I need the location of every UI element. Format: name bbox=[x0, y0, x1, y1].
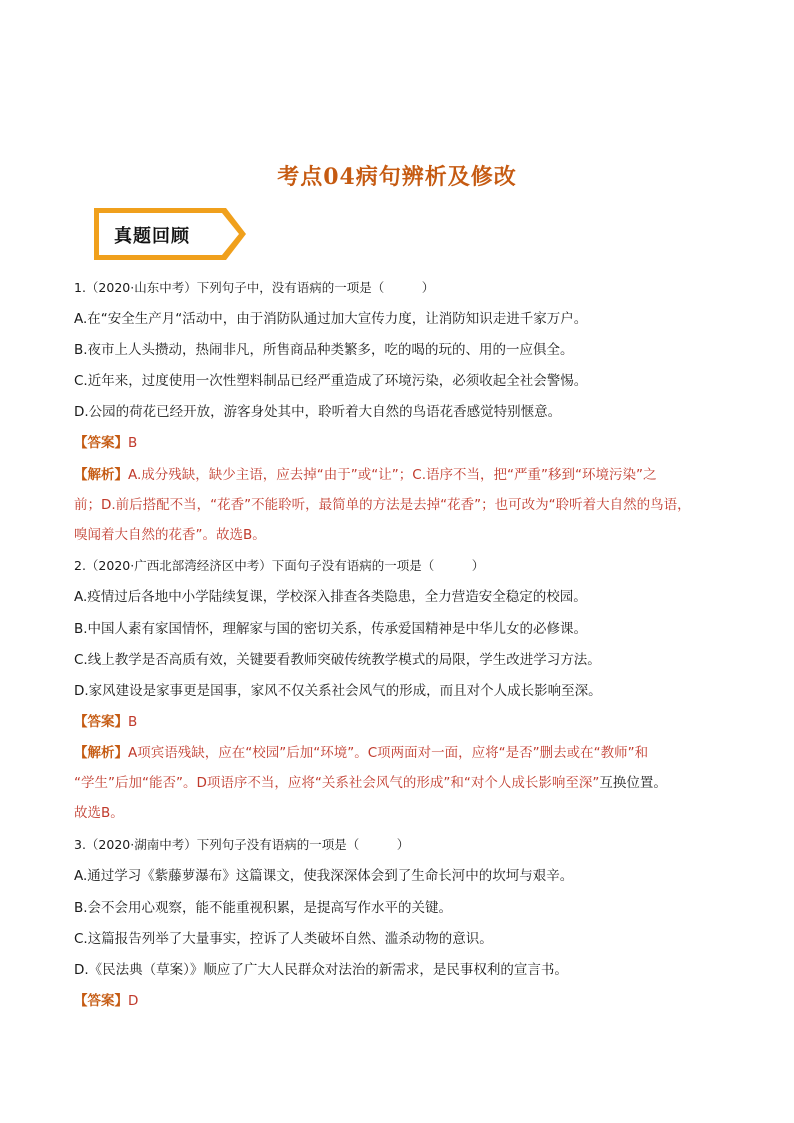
answer-tag: 【答案】 bbox=[74, 993, 128, 1009]
answer-tag: 【答案】 bbox=[74, 714, 128, 730]
section-banner bbox=[94, 208, 248, 260]
analysis-text: A项宾语残缺，应在“校园”后加“环境”。C项两面对一面，应将“是否”删去或在“教师”和 bbox=[128, 745, 649, 761]
q1-option-c: C.近年来，过度使用一次性塑料制品已经严重造成了环境污染，必须收起全社会警惕。 bbox=[74, 373, 588, 389]
analysis-tag: 【解析】 bbox=[74, 467, 128, 483]
q2-analysis-line-1 bbox=[74, 743, 734, 763]
q2-analysis-line-3: 故选B。 bbox=[74, 805, 124, 821]
analysis-text-tail: 互换位置。 bbox=[599, 775, 667, 791]
q2-answer bbox=[74, 712, 734, 732]
banner-label: 真题回顾 bbox=[114, 226, 190, 247]
q1-analysis-line-3: 嗅闻着大自然的花香”。故选B。 bbox=[74, 527, 266, 543]
q2-analysis-line-2 bbox=[74, 773, 734, 793]
q1-analysis-line-2: 前；D.前后搭配不当，“花香”不能聆听，最简单的方法是去掉“花香”；也可改为“聆听着大自然的鸟语， bbox=[74, 497, 691, 513]
q1-answer bbox=[74, 433, 734, 453]
answer-value: D bbox=[128, 993, 139, 1009]
page-title: 考点04病句辨析及修改 bbox=[277, 164, 517, 190]
q2-stem: 2.（2020·广西北部湾经济区中考）下面句子没有语病的一项是（ ） bbox=[74, 558, 485, 573]
q1-option-d: D.公园的荷花已经开放，游客身处其中，聆听着大自然的鸟语花香感觉特别惬意。 bbox=[74, 404, 562, 420]
q3-option-a: A.通过学习《紫藤萝瀑布》这篇课文，使我深深体会到了生命长河中的坎坷与艰辛。 bbox=[74, 868, 574, 884]
q2-option-b: B.中国人素有家国情怀，理解家与国的密切关系，传承爱国精神是中华儿女的必修课。 bbox=[74, 621, 588, 637]
q2-option-c: C.线上教学是否高质有效，关键要看教师突破传统教学模式的局限，学生改进学习方法。 bbox=[74, 652, 601, 668]
q3-stem: 3.（2020·湖南中考）下列句子没有语病的一项是（ ） bbox=[74, 837, 410, 852]
q2-option-a: A.疫情过后各地中小学陆续复课，学校深入排查各类隐患，全力营造安全稳定的校园。 bbox=[74, 589, 587, 605]
answer-value: B bbox=[128, 435, 138, 451]
analysis-text: “学生”后加“能否”。D项语序不当，应将“关系社会风气的形成”和“对个人成长影响至深” bbox=[74, 775, 600, 791]
q1-analysis-line-1 bbox=[74, 465, 734, 485]
answer-tag: 【答案】 bbox=[74, 435, 128, 451]
q3-answer bbox=[74, 991, 734, 1011]
q1-option-a: A.在“安全生产月“活动中，由于消防队通过加大宣传力度，让消防知识走进千家万户。 bbox=[74, 311, 588, 327]
q3-option-d: D.《民法典（草案）》顺应了广大人民群众对法治的新需求，是民事权利的宣言书。 bbox=[74, 962, 568, 978]
q3-option-c: C.这篇报告列举了大量事实，控诉了人类破坏自然、滥杀动物的意识。 bbox=[74, 931, 493, 947]
q2-option-d: D.家风建设是家事更是国事，家风不仅关系社会风气的形成，而且对个人成长影响至深。 bbox=[74, 683, 602, 699]
q3-option-b: B.会不会用心观察，能不能重视积累，是提高写作水平的关键。 bbox=[74, 900, 453, 916]
analysis-text: A.成分残缺，缺少主语，应去掉“由于”或“让”；C.语序不当，把“严重”移到“环境污染”之 bbox=[128, 467, 657, 483]
analysis-tag: 【解析】 bbox=[74, 745, 128, 761]
q1-option-b: B.夜市上人头攒动，热闹非凡，所售商品种类繁多，吃的喝的玩的、用的一应俱全。 bbox=[74, 342, 574, 358]
answer-value: B bbox=[128, 714, 138, 730]
q1-stem: 1.（2020·山东中考）下列句子中，没有语病的一项是（ ） bbox=[74, 280, 435, 295]
